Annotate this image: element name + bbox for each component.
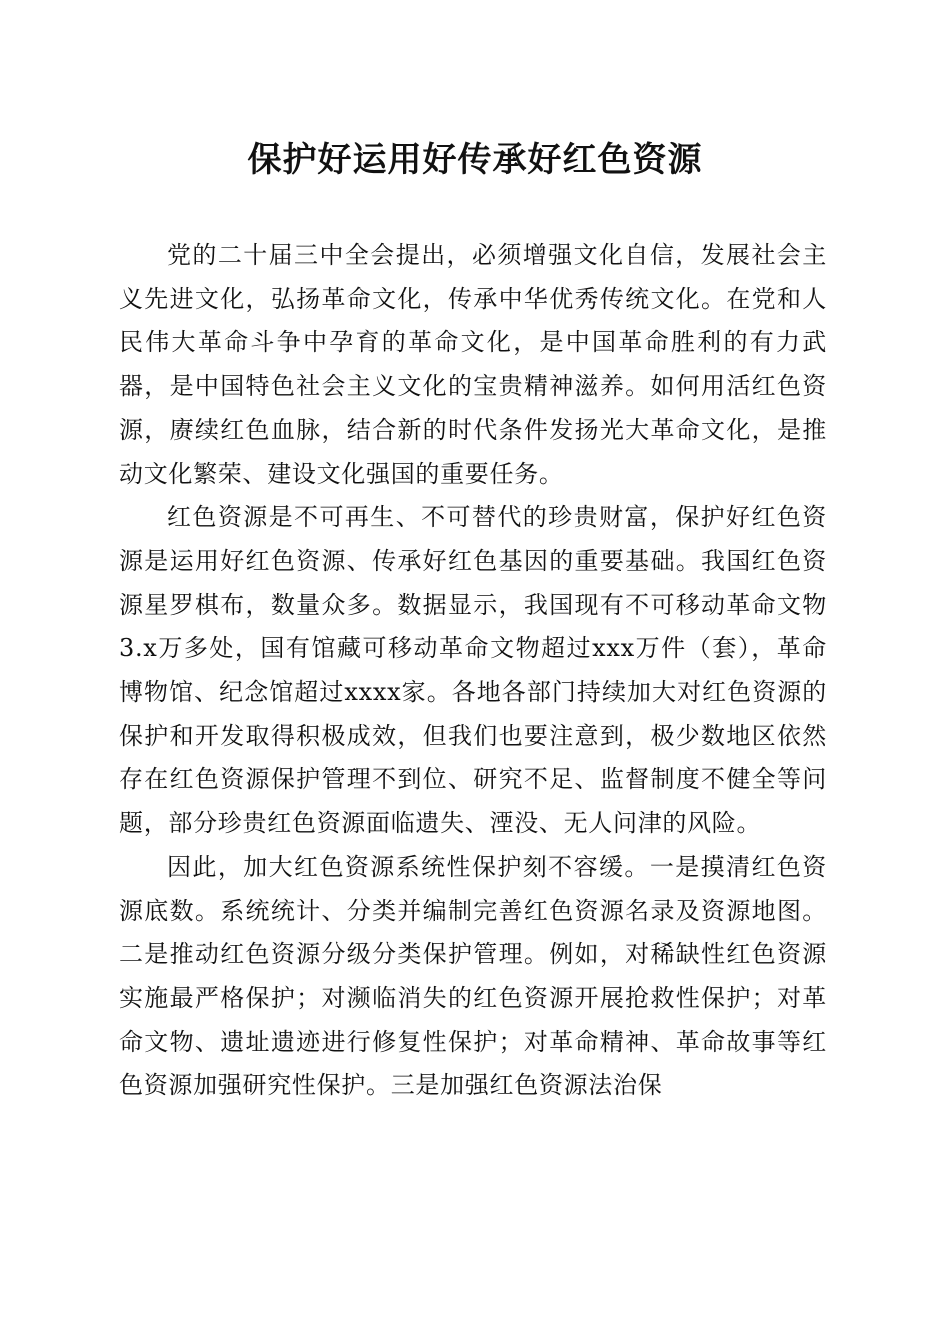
paragraph: 因此，加大红色资源系统性保护刻不容缓。一是摸清红色资源底数。系统统计、分类并编制完善红色资源名录及资源地图。二是推动红色资源分级分类保护管理。例如，对稀缺性红色资源实施最严格保护；对濒临消失的红色资源开展抢救性保护；对革命文物、遗址遗迹进行修复性保护；对革命精神、革命故事等红色资源加强研究性保护。三是加强红色资源法治保 [119,852,827,1100]
document-title: 保护好运用好传承好红色资源 [247,140,703,180]
paragraph: 红色资源是不可再生、不可替代的珍贵财富，保护好红色资源是运用好红色资源、传承好红色基因的重要基础。我国红色资源星罗棋布，数量众多。数据显示，我国现有不可移动革命文物3.x万多处，国有馆藏可移动革命文物超过xxx万件（套），革命博物馆、纪念馆超过xxxx家。各地各部门持续加大对红色资源的保护和开发取得积极成效，但我们也要注意到，极少数地区依然存在红色资源保护管理不到位、研究不足、监督制度不健全等问题，部分珍贵红色资源面临遗失、湮没、无人问津的风险。 [119,503,827,838]
paragraph: 党的二十届三中全会提出，必须增强文化自信，发展社会主义先进文化，弘扬革命文化，传承中华优秀传统文化。在党和人民伟大革命斗争中孕育的革命文化，是中国革命胜利的有力武器，是中国特色社会主义文化的宝贵精神滋养。如何用活红色资源，赓续红色血脉，结合新的时代条件发扬光大革命文化，是推动文化繁荣、建设文化强国的重要任务。 [119,241,827,488]
document-body [119,234,827,1108]
